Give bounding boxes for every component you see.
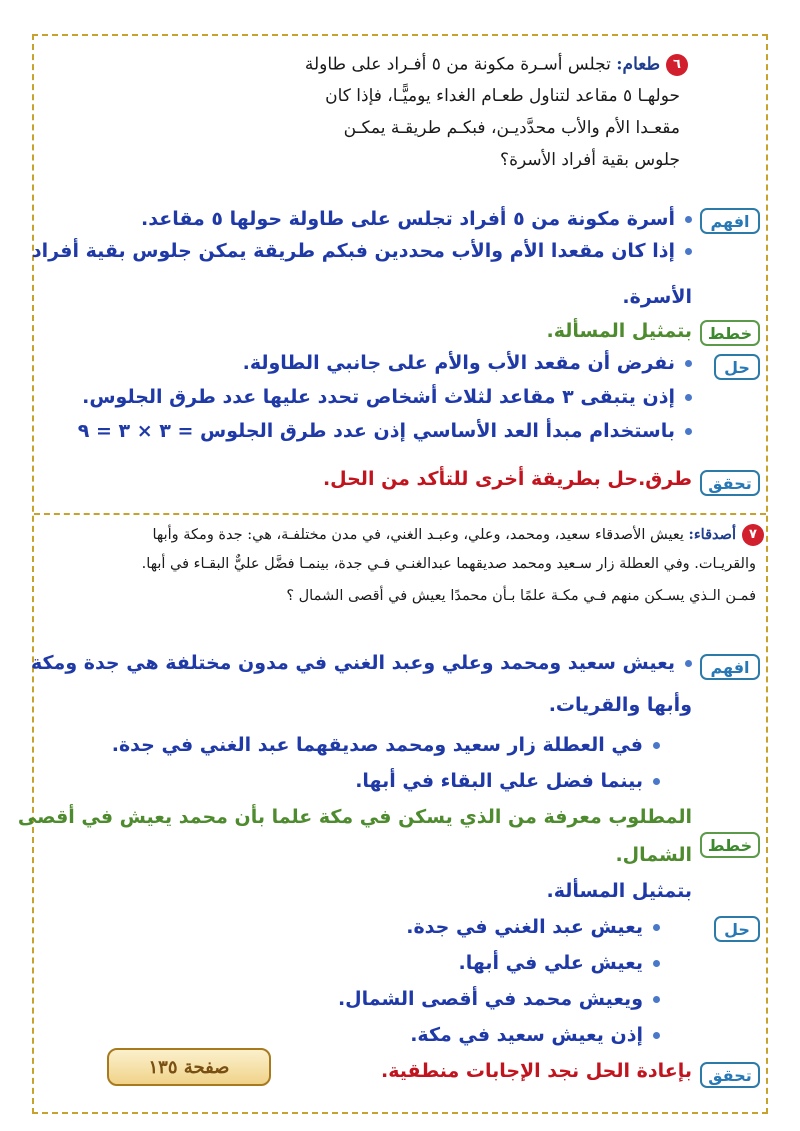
a7-plan-a: المطلوب معرفة من الذي يسكن في مكة علما بأن محمد يعيش في أقصى — [17, 806, 692, 828]
problem7-line-2: والقريـات. وفي العطلة زار سـعيد ومحمد صديقهما عبدالغنـي فـي جدة، بينمـا فضَّل عليٌّ البقـاء في أبها. — [141, 556, 756, 572]
bullet — [653, 1032, 660, 1039]
tag-check-7: تحقق — [700, 1062, 760, 1088]
problem6-line-3: مقعـدا الأم والأب محدَّديـن، فبكـم طريقـة يمكـن — [343, 118, 680, 138]
a6-check: طرق.حل بطريقة أخرى للتأكد من الحل. — [322, 468, 692, 490]
a7-plan-c: بتمثيل المسألة. — [546, 880, 692, 902]
tag-understand-6: افهم — [700, 208, 760, 234]
bullet — [685, 660, 692, 667]
tag-solve-6: حل — [714, 354, 760, 380]
a6-understand-2b: الأسرة. — [622, 286, 692, 308]
a7-understand-3: بينما فضل علي البقاء في أبها. — [355, 770, 660, 792]
bullet — [653, 996, 660, 1003]
bullet — [653, 924, 660, 931]
problem7-keyword: أصدقاء: — [688, 526, 736, 543]
a7-check: بإعادة الحل نجد الإجابات منطقية. — [381, 1060, 692, 1082]
bullet — [653, 742, 660, 749]
page-number-badge: صفحة ١٣٥ — [107, 1048, 271, 1086]
problem7-line-3: فمـن الـذي يسـكن منهم فـي مكـة علمًا بـأن محمدًا يعيش في أقصى الشمال ؟ — [286, 588, 756, 604]
a6-solve-2: إذن يتبقى ٣ مقاعد لثلاث أشخاص تحدد عليها عدد طرق الجلوس. — [82, 386, 692, 408]
problem6-line-1: ٦طعام: تجلس أسـرة مكونة من ٥ أفـراد على طاولة — [305, 54, 688, 76]
a7-understand-1b: وأبها والقريات. — [548, 694, 692, 716]
a6-solve-1: نفرض أن مقعد الأب والأم على جانبي الطاولة. — [243, 352, 692, 374]
bullet — [685, 248, 692, 255]
problem6-keyword: طعام: — [616, 54, 660, 75]
a7-plan-b: الشمال. — [615, 844, 692, 866]
problem7-line-1: ٧أصدقاء: يعيش الأصدقاء سعيد، ومحمد، وعلي، وعبـد الغني، في مدن مختلفـة، هي: جدة ومكة وأبها — [153, 524, 765, 546]
bullet — [685, 394, 692, 401]
bullet — [653, 778, 660, 785]
bullet — [653, 960, 660, 967]
tag-understand-7: افهم — [700, 654, 760, 680]
problem6-number: ٦ — [666, 54, 688, 76]
a7-solve-4: إذن يعيش سعيد في مكة. — [410, 1024, 660, 1046]
tag-plan-6: خطط — [700, 320, 760, 346]
tag-plan-7: خطط — [700, 832, 760, 858]
problem6-line-4: جلوس بقية أفراد الأسرة؟ — [500, 150, 680, 170]
section-divider — [34, 513, 766, 515]
a7-solve-2: يعيش علي في أبها. — [459, 952, 660, 974]
a7-solve-3: ويعيش محمد في أقصى الشمال. — [338, 988, 660, 1010]
a6-understand-1: أسرة مكونة من ٥ أفراد تجلس على طاولة حولها ٥ مقاعد. — [141, 208, 692, 230]
problem6-line-2: حولهـا ٥ مقاعد لتناول طعـام الغداء يوميًّـا، فإذا كان — [325, 86, 680, 106]
a7-understand-2: في العطلة زار سعيد ومحمد صديقهما عبد الغني في جدة. — [112, 734, 660, 756]
bullet — [685, 428, 692, 435]
tag-check-6: تحقق — [700, 470, 760, 496]
a6-solve-3: باستخدام مبدأ العد الأساسي إذن عدد طرق الجلوس = ٣ × ٣ = ٩ — [78, 420, 692, 442]
problem7-number: ٧ — [742, 524, 764, 546]
a7-solve-1: يعيش عبد الغني في جدة. — [406, 916, 660, 938]
bullet — [685, 360, 692, 367]
tag-solve-7: حل — [714, 916, 760, 942]
a6-plan: بتمثيل المسألة. — [546, 320, 692, 342]
a7-understand-1a: يعيش سعيد ومحمد وعلي وعبد الغني في مدون مختلفة هي جدة ومكة — [31, 652, 692, 674]
a6-understand-2a: إذا كان مقعدا الأم والأب محددين فبكم طريقة يمكن جلوس بقية أفراد — [32, 240, 692, 262]
bullet — [685, 216, 692, 223]
